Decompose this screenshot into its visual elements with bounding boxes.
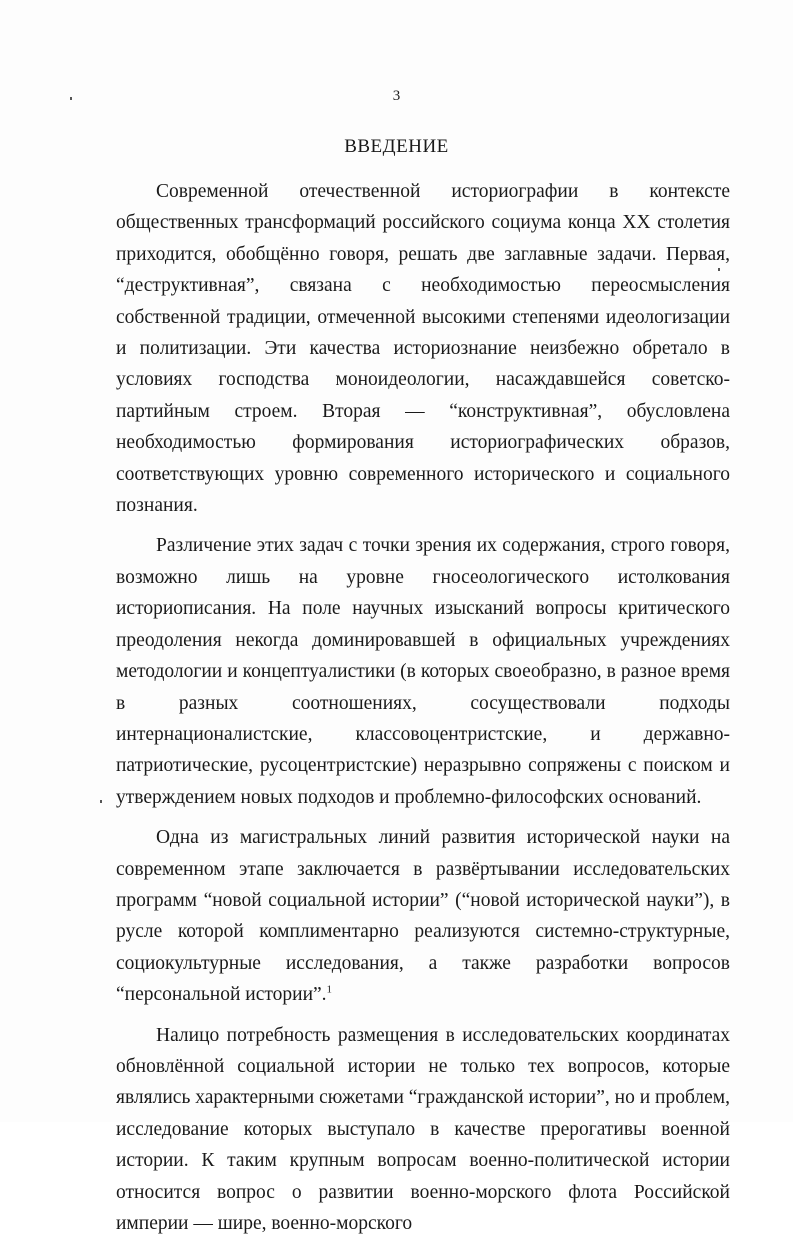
scan-speck	[100, 800, 102, 803]
footnote-mark: 1	[326, 983, 333, 996]
section-title: ВВЕДЕНИЕ	[344, 136, 449, 157]
scan-speck	[718, 268, 720, 271]
paragraph-2: Различение этих задач с точки зрения их содержания, строго говоря, возможно лишь на уровне гносеологического истолкования историописания. На поле научных изысканий вопросы критического преодоления некогда доминировавшей в официальных учреждениях методологии и концептуалистики (в которых своеобразно, в разное время в разных соотношениях, сосуществовали подходы интернационалистские, классовоцентристские, и державно-патриотические, русоцентристские) неразрывно сопряжены с поиском и утверждением новых подходов и проблемно-философских оснований.	[116, 535, 730, 808]
body-text	[116, 176, 730, 1248]
paragraph-3	[116, 822, 730, 1010]
page-number: 3	[392, 88, 401, 104]
paragraph-1: Современной отечественной историографии в контексте общественных трансформаций российского социума конца XX столетия приходится, обобщённо говоря, решать две заглавные задачи. Первая, “деструктивная”, связана с необходимостью переосмысления собственной традиции, отмеченной высокими степенями идеологизации и политизации. Эти качества историознание неизбежно обретало в условиях господства моноидеологии, насаждавшейся советско-партийным строем. Вторая — “конструктивная”, обусловлена необходимостью формирования историографических образов, соответствующих уровню современного исторического и социального познания.	[116, 181, 730, 517]
scan-speck	[70, 97, 72, 100]
paragraph-4: Налицо потребность размещения в исследовательских координатах обновлённой социальной истории не только тех вопросов, которые являлись характерными сюжетами “гражданской истории”, но и проблем, исследование которых выступало в качестве прерогативы военной истории. К таким крупным вопросам военно-политической истории относится вопрос о развитии военно-морского флота Российской империи — шире, военно-морского	[116, 1024, 730, 1234]
paragraph-3-text: Одна из магистральных линий развития исторической науки на современном этапе заключается в развёртывании исследовательских программ “новой социальной истории” (“новой исторической науки”), в русле которой комплиментарно реализуются системно-структурные, социокультурные исследования, а также разработки вопросов “персональной истории”.	[116, 827, 730, 1006]
